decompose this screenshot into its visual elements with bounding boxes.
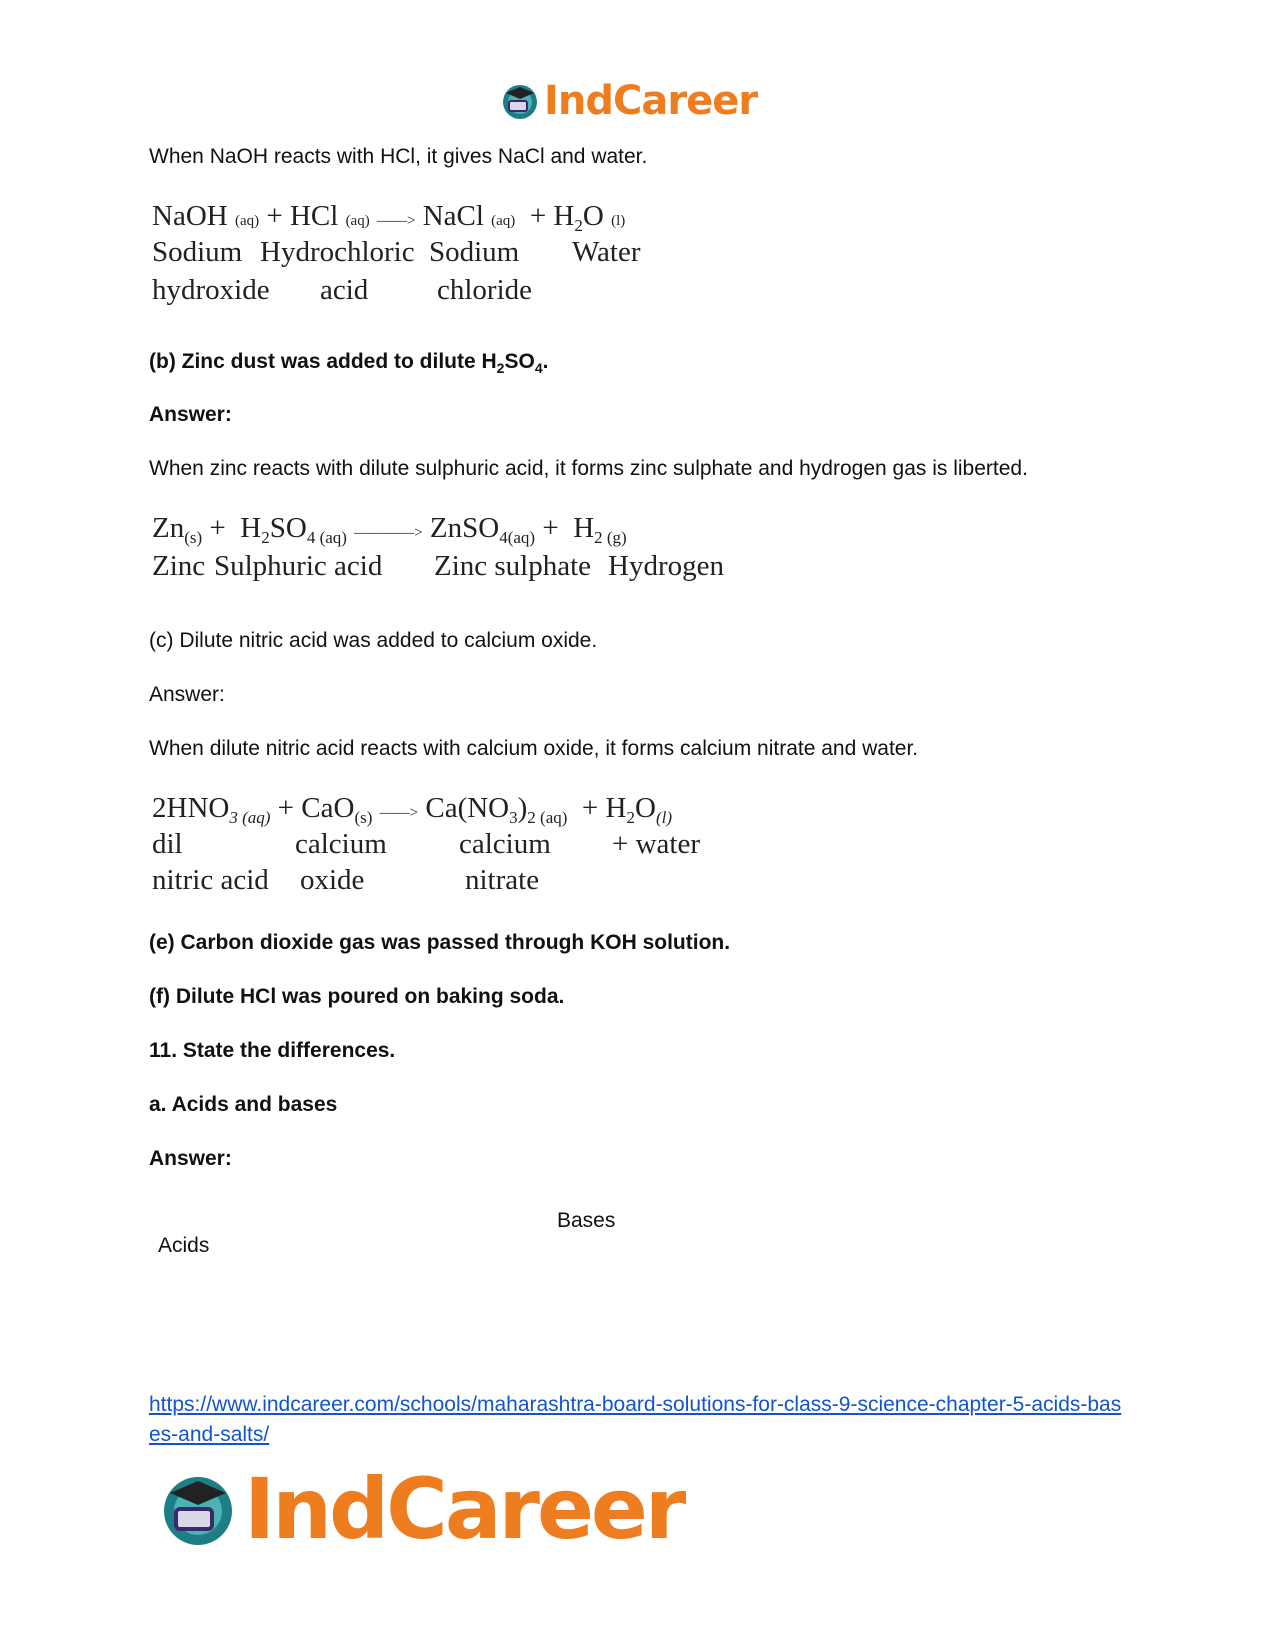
eq-state: 4 (aq) [306,528,347,547]
eq-state: 2 (aq) [527,808,568,827]
question-11: 11. State the differences. [149,1039,396,1062]
eq-state: 3 (aq) [229,808,271,827]
eq-subscript: 2 [574,216,583,235]
source-link[interactable]: https://www.indcareer.com/schools/maharashtra-board-solutions-for-class-9-science-chapter-5-acids-bases-and-salts/ [149,1393,1122,1446]
eq-name: dil [152,828,183,860]
eq-state: 4(aq) [499,528,536,547]
eq-name: calcium [459,828,551,860]
eq-term: Ca(NO [425,792,510,824]
eq-term: H [240,512,262,544]
eq-term: Zn [152,512,185,544]
eq-name: Sulphuric acid [214,550,383,582]
answer-a-label: Answer: [149,1147,232,1170]
eq-state: 2 (g) [594,528,627,547]
eq-name: hydroxide [152,274,270,306]
question-a: a. Acids and bases [149,1093,338,1116]
eq-term: NaCl [422,200,484,232]
eq-name: nitric acid [152,864,269,896]
answer-b-text: When zinc reacts with dilute sulphuric acid, it forms zinc sulphate and hydrogen gas is liberted. [149,457,1028,480]
eq-term: 2HNO [152,792,230,824]
question-b-text: . [542,350,549,373]
brand-logo [500,78,757,124]
eq-term: H [573,512,595,544]
eq-name: Hydrogen [608,550,724,582]
graduation-book-globe-icon [500,81,540,121]
arrow-icon: ————> [354,525,423,541]
eq-name: nitrate [465,864,540,896]
eq-name: acid [320,274,369,306]
eq-name: Sodium [429,236,520,268]
eq-name: Water [572,236,641,268]
eq-state: (aq) [491,213,516,229]
eq-term: + H [581,792,627,824]
intro-text: When NaOH reacts with HCl, it gives NaCl and water. [149,145,648,168]
eq-state: (aq) [234,213,260,229]
arrow-icon: ——> [376,213,416,229]
question-b [149,349,548,381]
eq-term: + H [529,200,575,232]
question-e: (e) Carbon dioxide gas was passed through KOH solution. [149,931,731,954]
eq-term: + CaO [277,792,355,824]
eq-term: O [582,200,604,232]
eq-name: Sodium [152,236,243,268]
eq-term: ZnSO [429,512,500,544]
eq-subscript: 2 [261,528,270,547]
eq-term: + [209,512,226,544]
eq-state: (l) [611,213,626,229]
eq-name: Zinc [152,550,206,582]
question-b-text: (b) Zinc dust was added to dilute H [149,350,497,373]
eq-state: (s) [354,808,373,827]
eq-term: + [542,512,559,544]
question-f: (f) Dilute HCl was poured on baking soda. [149,985,565,1008]
answer-c-text: When dilute nitric acid reacts with calcium oxide, it forms calcium nitrate and water. [149,737,919,760]
eq-name: Zinc sulphate [434,550,592,582]
answer-c-label: Answer: [149,683,225,706]
eq-term: + HCl [266,200,339,232]
arrow-icon: ——> [379,805,419,821]
eq-name: + water [612,828,701,860]
brand-logo-large [158,1460,683,1558]
table-header-bases: Bases [557,1209,616,1232]
brand-name: IndCareer [244,1460,684,1558]
subscript: 4 [534,360,543,377]
eq-state: (s) [184,528,203,547]
brand-name: IndCareer [544,78,758,124]
eq-term: NaOH [152,200,228,232]
subscript: 2 [496,360,505,377]
eq-state: (aq) [345,213,370,229]
eq-term: O [634,792,656,824]
question-b-text: SO [504,350,535,373]
eq-subscript: 3 [509,808,518,827]
eq-state: (l) [655,808,672,827]
eq-name: chloride [437,274,533,306]
eq-name: Hydrochloric [260,236,415,268]
eq-subscript: 2 [626,808,635,827]
eq-term: ) [517,792,528,824]
eq-name: calcium [295,828,387,860]
eq-term: SO [269,512,307,544]
question-c: (c) Dilute nitric acid was added to calcium oxide. [149,629,598,652]
table-header-acids: Acids [158,1234,210,1257]
eq-name: oxide [300,864,365,896]
graduation-book-globe-icon [158,1469,238,1549]
answer-label: Answer: [149,403,232,426]
